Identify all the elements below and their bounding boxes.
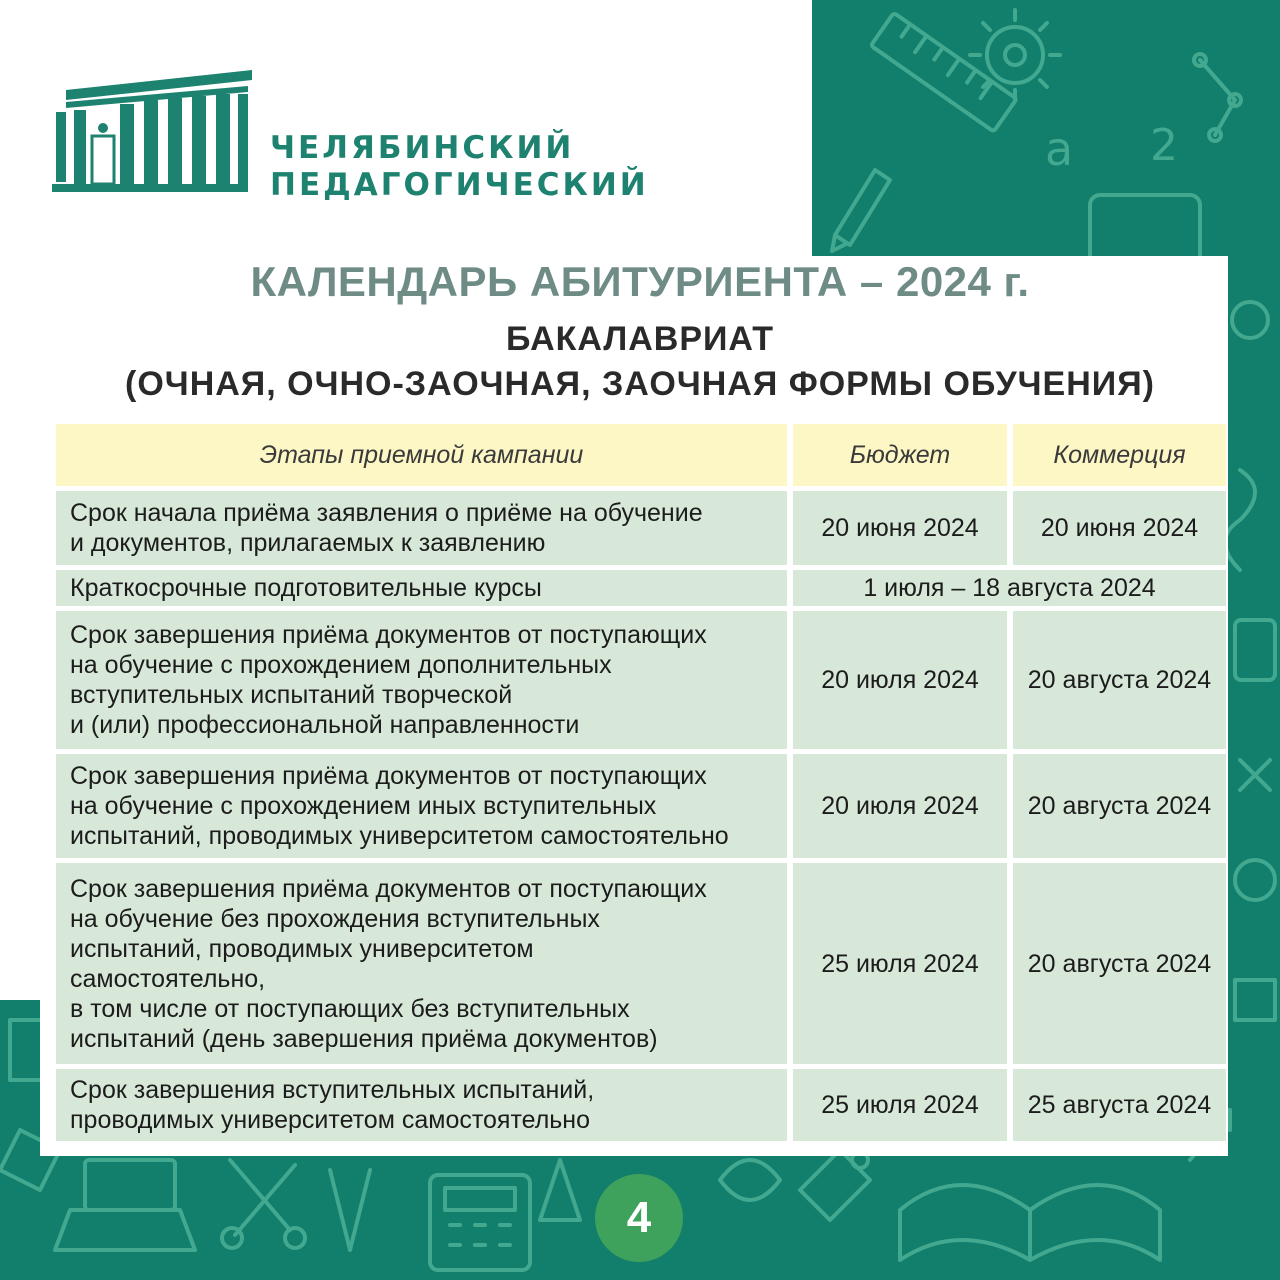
row-2-budget: 20 июля 2024 [793,611,1007,749]
row-4-budget: 25 июля 2024 [793,863,1007,1064]
logo-line-1: ЧЕЛЯБИНСКИЙ [270,130,575,166]
row-0-budget: 20 июня 2024 [793,491,1007,565]
row-3-budget: 20 июля 2024 [793,754,1007,858]
row-4-commerce: 20 августа 2024 [1013,863,1226,1064]
row-2-commerce: 20 августа 2024 [1013,611,1226,749]
logo-line-2: ПЕДАГОГИЧЕСКИЙ [270,167,649,203]
page-number-badge: 4 [595,1174,683,1262]
row-1-merged-dates: 1 июля – 18 августа 2024 [793,570,1226,606]
subtitle-study-forms: (ОЧНАЯ, ОЧНО-ЗАОЧНАЯ, ЗАОЧНАЯ ФОРМЫ ОБУЧЕНИЯ) [125,365,1155,403]
row-5-commerce: 25 августа 2024 [1013,1069,1226,1141]
header-budget: Бюджет [793,424,1007,486]
row-2-stage: Срок завершения приёма документов от поступающих на обучение с прохождением дополнительных вступительных испытаний творческой и (или) профессиональной направленности [56,611,787,749]
row-4-stage: Срок завершения приёма документов от поступающих на обучение без прохождения вступительных испытаний, проводимых университетом самостоятельно, в том числе от поступающих без вступительных испытаний (день завершения приёма документов) [56,863,787,1064]
logo-wordmark [270,130,649,204]
row-1-stage: Краткосрочные подготовительные курсы [56,570,787,606]
row-5-budget: 25 июля 2024 [793,1069,1007,1141]
row-3-stage: Срок завершения приёма документов от поступающих на обучение с прохождением иных вступительных испытаний, проводимых университетом самостоятельно [56,754,787,858]
university-building-icon [52,66,252,194]
row-5-stage: Срок завершения вступительных испытаний, проводимых университетом самостоятельно [56,1069,787,1141]
header-stage: Этапы приемной кампании [56,424,787,486]
row-0-commerce: 20 июня 2024 [1013,491,1226,565]
svg-text:a: a [1045,122,1074,176]
row-3-commerce: 20 августа 2024 [1013,754,1226,858]
svg-text:2: 2 [1150,120,1178,171]
row-0-stage: Срок начала приёма заявления о приёме на обучение и документов, прилагаемых к заявлению [56,491,787,565]
page-title: КАЛЕНДАРЬ АБИТУРИЕНТА – 2024 г. [250,258,1030,305]
subtitle-degree: БАКАЛАВРИАТ [505,320,775,358]
header-commerce: Коммерция [1013,424,1226,486]
